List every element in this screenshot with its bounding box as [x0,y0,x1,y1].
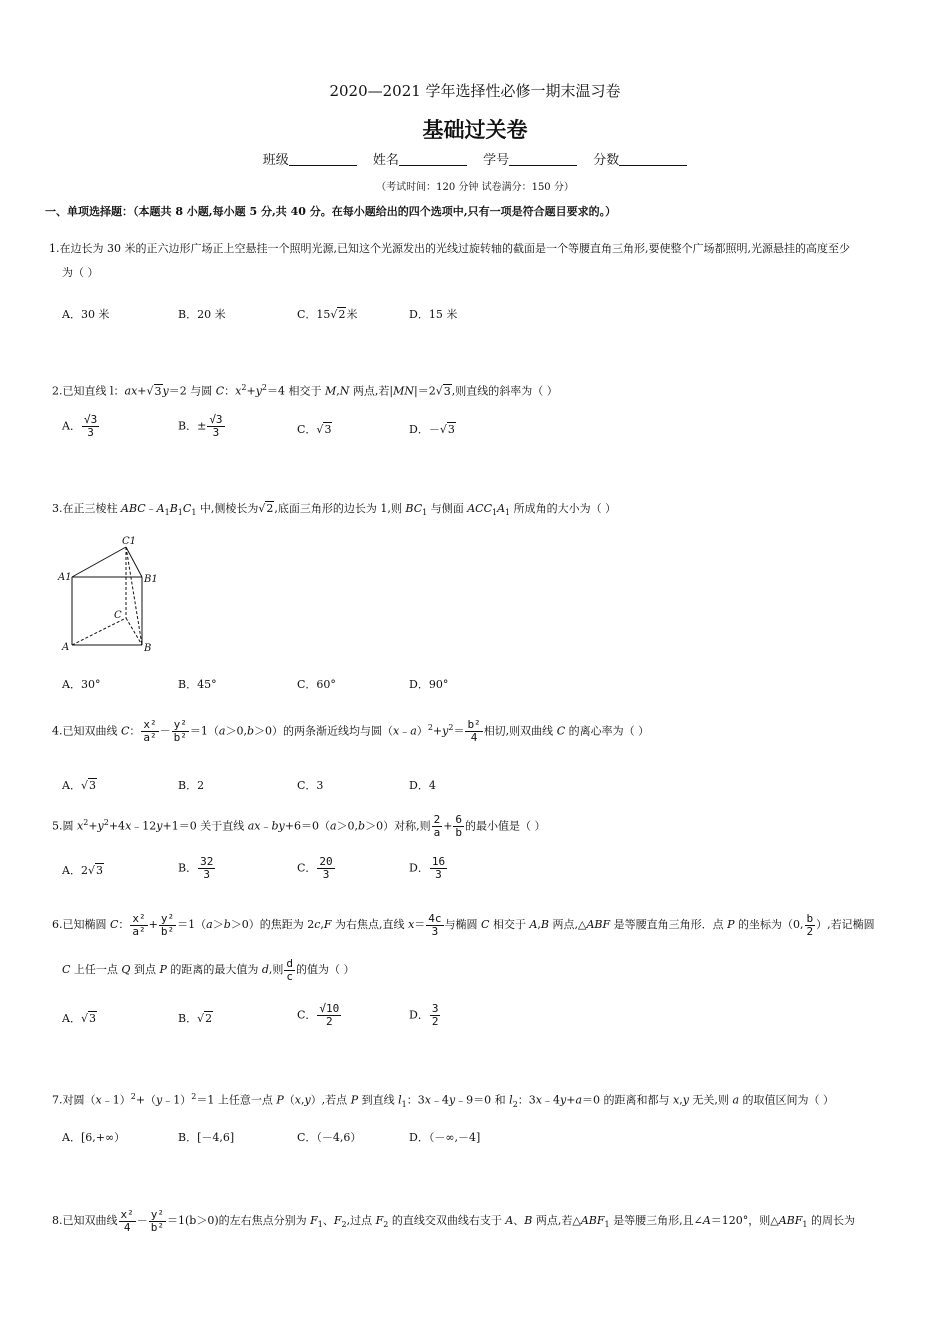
q1-option-c[interactable]: C．15√2米 [297,308,358,321]
id-label: 学号 [483,153,510,168]
label-b: B [144,643,152,654]
question-7-stem: 7.对圆（x﹣1）$^2$+（y﹣1）$^2$＝1 上任意一点 P（x,y）,若点 P 到直线 $l_1$：3x﹣4y﹣9＝0 和 $l_2$：3x﹣4y+a＝0 的距离和都与 x,y 无关,则 a 的取值区间为（ ） [52,1092,834,1109]
name-blank[interactable] [399,153,467,166]
exam-subtitle: 基础过关卷 [422,118,528,142]
label-a: A [62,642,70,653]
student-info-line [0,149,950,168]
name-label: 姓名 [372,153,399,168]
q4-option-b[interactable]: B．2 [178,779,205,792]
question-1-stem-cont: 为（ ） [62,266,99,279]
q2-option-d[interactable]: D．－√3 [409,423,455,436]
question-6-stem-cont: C 上任一点 Q 到点 P 的距离的最大值为 d,则 $\frac{d}{c}$ 的值为（ ） [62,956,355,983]
label-c: C [114,610,122,621]
q6-option-d[interactable]: D． $\frac{3}{2}$ [409,1002,439,1028]
q2-option-a[interactable]: A． $\frac{√3}{3}$ [62,413,98,439]
label-b1: B1 [144,574,158,585]
question-6-stem: 6.已知椭圆 C： $\frac{\text{x²}}{\text{a²}}$ + $\frac{\text{y²}}{\text{b²}}$ ＝1（a＞b＞0）的焦距为 2c,F 为右焦点,直线 x＝ $\frac{4c}{3}$ 与椭圆 C 相交于 A,B 两点,△ABF 是等腰直角三角形．点 P 的坐标为（0, $\frac{b}{2}$ ）,若记椭圆 [52,911,875,938]
prism-figure [56,532,166,656]
q2-option-c[interactable]: C．√3 [297,423,332,436]
label-c1: C1 [122,536,137,547]
q1-option-a[interactable]: A．30 米 [62,308,110,321]
q6-option-c[interactable]: C． $\frac{√10}{2}$ [297,1002,340,1028]
question-8-stem: 8.已知双曲线 $\frac{\text{x²}}{4}$ － $\frac{\text{y²}}{\text{b²}}$ ＝1(b＞0)的左右焦点分别为 $F_1$、$F_2$,过点 $F_2$ 的直线交双曲线右支于 A、B 两点,若$\triangle ABF_1$ 是等腰三角形,且∠A＝120°，则$\triangle ABF_1$ 的周长为 [52,1207,855,1234]
q7-option-b[interactable]: B．[－4,6] [178,1131,235,1144]
score-label: 分数 [593,153,620,168]
q7-option-d[interactable]: D．（－∞,－4] [409,1131,481,1144]
q7-option-a[interactable]: A．[6,+∞） [62,1131,126,1144]
q1-option-d[interactable]: D．15 米 [409,308,458,321]
question-2-stem: 2.已知直线 l：ax+√3y＝2 与圆 C：$x^2+y^2=4$ 相交于 M,N 两点,若|MN|＝2√3,则直线的斜率为（ ） [52,383,558,398]
q3-option-c[interactable]: C．60° [297,678,336,691]
q6-option-b[interactable]: B．√2 [178,1012,213,1025]
q5-option-b[interactable]: B． $\frac{32}{3}$ [178,855,214,881]
q4-option-d[interactable]: D．4 [409,779,436,792]
q3-option-b[interactable]: B．45° [178,678,217,691]
question-5-stem: 5.圆 $x^2+y^2+4x﹣12y+1=0$ 关于直线 ax﹣by+6＝0（a＞0,b＞0）对称,则 $\frac{2}{a}$ + $\frac{6}{b}$ 的最小值是（ ） [52,813,546,840]
q2-option-b[interactable]: B．± $\frac{√3}{3}$ [178,413,223,439]
q5-option-a[interactable]: A．2√3 [62,864,103,877]
q4-option-c[interactable]: C．3 [297,779,324,792]
q4-option-a[interactable]: A．√3 [62,779,96,792]
q5-option-d[interactable]: D． $\frac{16}{3}$ [409,855,446,881]
q1-option-b[interactable]: B．20 米 [178,308,226,321]
id-blank[interactable] [509,153,577,166]
class-blank[interactable] [289,153,357,166]
q3-option-a[interactable]: A．30° [62,678,101,691]
section-title: 一、单项选择题：（本题共 8 小题,每小题 5 分,共 40 分。在每小题给出的四个选项中,只有一项是符合题目要求的。） [45,205,617,218]
q6-option-a[interactable]: A．√3 [62,1012,96,1025]
q3-option-d[interactable]: D．90° [409,678,449,691]
label-a1: A1 [58,572,72,583]
score-blank[interactable] [619,153,687,166]
class-label: 班级 [262,153,289,168]
question-1-stem: 1.在边长为 30 米的正六边形广场正上空悬挂一个照明光源,已知这个光源发出的光线过旋转轴的截面是一个等腰直角三角形,要使整个广场都照明,光源悬挂的高度至少 [49,242,850,255]
exam-note: （考试时间：120 分钟 试卷满分：150 分） [376,182,574,193]
question-4-stem: 4.已知双曲线 C： $\frac{\text{x²}}{\text{a²}}$ － $\frac{\text{y²}}{\text{b²}}$ ＝1（a＞0,b＞0）的两条渐近线均与圆$(x﹣a)^2+y^2=$ $\frac{\text{b²}}{4}$ 相切,则双曲线 C 的离心率为（ ） [52,718,650,745]
q5-option-c[interactable]: C． $\frac{20}{3}$ [297,855,333,881]
exam-title: 2020—2021 学年选择性必修一期末温习卷 [329,82,621,100]
q7-option-c[interactable]: C．（－4,6） [297,1131,362,1144]
question-3-stem: 3.在正三棱柱 $ABC﹣A_1B_1C_1$ 中,侧棱长为√2,底面三角形的边长为 1,则 $BC_1$ 与侧面 $ACC_1A_1$ 所成角的大小为（ ） [52,502,617,518]
